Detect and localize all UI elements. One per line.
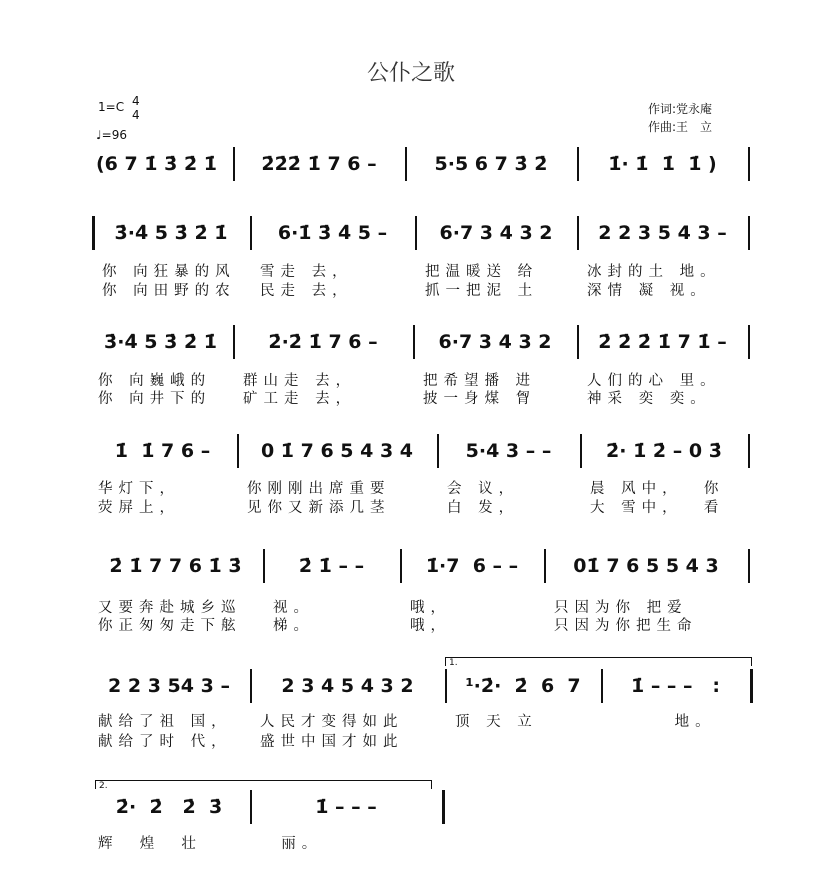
lyric-verse-1: 会 议，: [447, 481, 520, 497]
barline: [580, 434, 582, 468]
lyric-verse-1: 视。: [273, 600, 314, 616]
barline: [405, 147, 407, 181]
measure-notes: 1̇· 1̇ 1̇ 1̇ ): [608, 153, 717, 175]
lyric-verse-1: 华灯下，: [98, 481, 180, 497]
time-signature-bottom: 4: [132, 108, 140, 122]
final-barline: [442, 790, 445, 824]
lyric-verse-2: 荧屏上，: [98, 500, 180, 516]
measure-notes: 3̇·4̇ 5 3̇ 2̇ 1̇: [104, 331, 217, 353]
lyric-verse-1: 辉 煌 壮: [98, 836, 202, 852]
volta-label: 1.: [449, 658, 458, 668]
measure-notes: 2̇·2̇ 1̇ 7 6 –: [268, 331, 378, 353]
measure-notes: 2̇ 2̇ 2̇ 1̇ 7 1̇ –: [598, 331, 727, 353]
lyric-verse-2: 见你又新添几茎: [247, 500, 391, 516]
measure-notes: 2 3 4 5 4 3 2: [281, 675, 414, 697]
lyric-verse-1: 冰封的土 地。: [587, 264, 721, 280]
barline: [748, 325, 750, 359]
lyric-verse-1: 地。: [611, 714, 716, 730]
lyric-verse-2: 献给了时 代，: [98, 734, 232, 750]
barline: [544, 549, 546, 583]
lyric-verse-2: 哦，: [410, 618, 451, 634]
barline: [233, 147, 235, 181]
lyric-verse-2: 你 向田野的农: [102, 283, 236, 299]
tempo-marking: ♩=96: [96, 128, 127, 142]
barline: [748, 549, 750, 583]
lyric-verse-1: 你刚刚出席重要: [247, 481, 391, 497]
lyric-verse-1: 只因为你 把爱: [554, 600, 688, 616]
measure-notes: 6·7 3 4 3 2: [439, 222, 553, 244]
barline: [748, 147, 750, 181]
lyric-verse-2: 民走 去，: [260, 283, 353, 299]
lyric-verse-1: 你 向狂暴的风: [102, 264, 236, 280]
measure-notes: 3̇·4̇ 5 3̇ 2̇ 1̇: [114, 222, 228, 244]
measure-notes: 2 2 3 5 4 3 –: [598, 222, 727, 244]
measure-notes: 6·7 3 4 3 2: [438, 331, 552, 353]
barline: [250, 790, 252, 824]
lyric-verse-2: 大 雪中， 看: [590, 500, 725, 516]
lyric-verse-1: 晨 风中， 你: [590, 481, 725, 497]
lyric-verse-2: 白 发，: [447, 500, 520, 516]
barline: [748, 434, 750, 468]
measure-notes: 2̇ 1̇ 7 7 6 1̇ 3̇: [109, 555, 242, 577]
barline: [445, 669, 447, 703]
measure-notes: 2 2 3 54 3 –: [108, 675, 230, 697]
lyric-verse-1: 群山走 去，: [243, 373, 357, 389]
lyric-verse-1: 把希望播 进: [423, 373, 537, 389]
measure-notes: (6 7 1̇ 3̇ 2̇ 1̇: [95, 153, 218, 175]
measure-notes: 1̇·7 6 – –: [425, 555, 519, 577]
lyric-verse-2: 披一身煤 胷: [423, 391, 537, 407]
barline: [601, 669, 603, 703]
repeat-end-barline: [750, 669, 753, 703]
measure-notes: ¹·2̇· 2̇ 6 7: [465, 675, 581, 697]
measure-notes: 5·5 6 7 3̇ 2̇: [434, 153, 548, 175]
time-signature: [132, 94, 140, 122]
barline: [577, 147, 579, 181]
lyric-verse-2: 矿工走 去，: [243, 391, 357, 407]
measure-notes: 6·1̇ 3̇ 4̇ 5 –: [277, 222, 388, 244]
measure-notes: 5·4 3 – –: [465, 440, 552, 462]
lyric-verse-1: 你 向巍峨的: [98, 373, 212, 389]
measure-notes: 1̇ – – –: [315, 796, 377, 818]
lyric-verse-2: 盛世中国才如此: [260, 734, 404, 750]
barline: [250, 216, 252, 250]
lyric-verse-2: 你 向井下的: [98, 391, 212, 407]
lyric-verse-1: 顶 天 立: [455, 714, 538, 730]
measure-notes: 0 1̇ 7 6 5 4 3 4: [260, 440, 414, 462]
measure-notes: 2̇· 1̇ 2̇ – 0 3̇: [606, 440, 722, 462]
lyric-verse-2: 只因为你把生命: [554, 618, 698, 634]
lyric-verse-2: 抓一把泥 土: [425, 283, 539, 299]
barline: [233, 325, 235, 359]
key-signature: 1=C: [98, 100, 125, 114]
barline: [263, 549, 265, 583]
lyric-verse-1: 人民才变得如此: [260, 714, 404, 730]
lyric-verse-1: 雪走 去，: [260, 264, 353, 280]
composer-credit: 作曲:王 立: [648, 120, 713, 134]
barline: [437, 434, 439, 468]
volta-bracket-2: [95, 780, 432, 789]
lyric-verse-1: 丽。: [260, 836, 323, 852]
measure-notes: 2̇2̇2̇ 1̇ 7 6 –: [261, 153, 377, 175]
song-title: 公仆之歌: [366, 61, 455, 86]
lyric-verse-2: 你正匆匆走下舷: [98, 618, 242, 634]
barline: [400, 549, 402, 583]
volta-label: 2.: [99, 781, 108, 791]
repeat-start-barline: [92, 216, 95, 250]
barline: [413, 325, 415, 359]
barline: [250, 669, 252, 703]
barline: [577, 325, 579, 359]
lyric-verse-1: 人们的心 里。: [587, 373, 721, 389]
lyric-verse-1: 又要奔赴城乡巡: [98, 600, 242, 616]
measure-notes: 1̇ – – – :: [630, 675, 720, 697]
lyric-verse-2: 梯。: [273, 618, 314, 634]
barline: [415, 216, 417, 250]
time-signature-top: 4: [132, 94, 140, 108]
barline: [577, 216, 579, 250]
measure-notes: 2̇ 1̇ – –: [298, 555, 365, 577]
lyricist-credit: 作词:党永庵: [648, 102, 713, 116]
barline: [748, 216, 750, 250]
lyric-verse-2: 深情 凝 视。: [587, 283, 711, 299]
lyric-verse-1: 把温暖送 给: [425, 264, 539, 280]
barline: [237, 434, 239, 468]
lyric-verse-1: 献给了祖 国，: [98, 714, 232, 730]
volta-bracket-1: [445, 657, 752, 666]
measure-notes: 2̇· 2̇ 2̇ 3̇: [115, 796, 223, 818]
measure-notes: 1̇ 1̇ 7 6 –: [114, 440, 211, 462]
lyric-verse-2: 神采 奕 奕。: [587, 391, 711, 407]
lyric-verse-1: 哦，: [410, 600, 451, 616]
measure-notes: 01̇ 7 6 5 5 4 3: [573, 555, 719, 577]
